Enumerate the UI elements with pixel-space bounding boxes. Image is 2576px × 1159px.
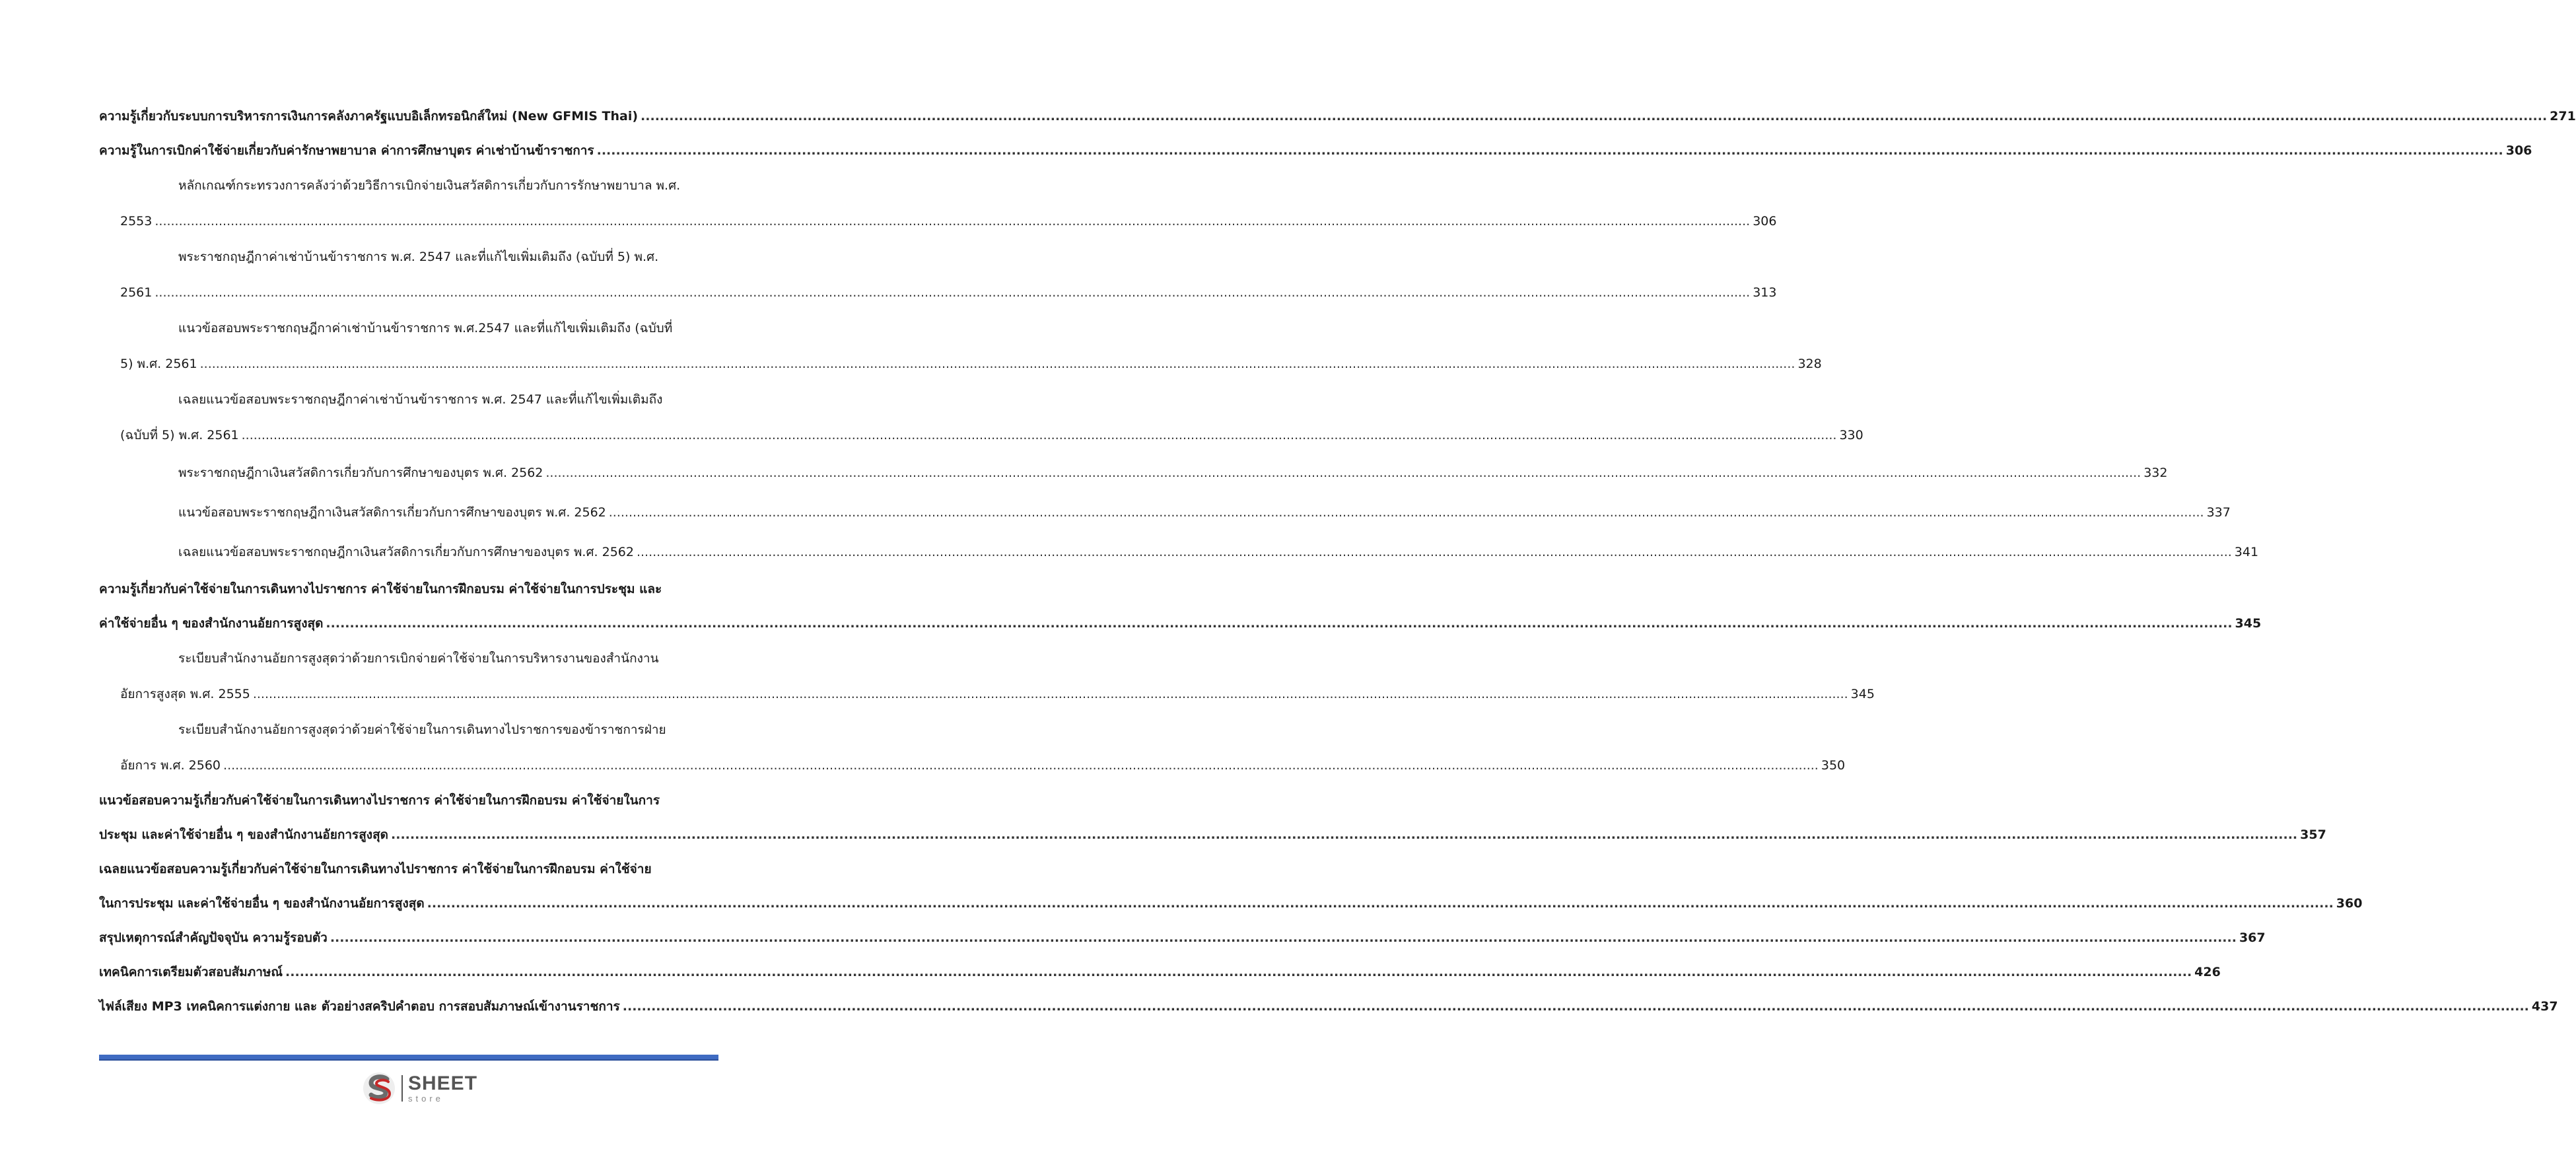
toc-entry[interactable] (99, 921, 2266, 955)
dot-leader: ................................................................................................................................................................................................................................................................................................................................................................................................................ (596, 143, 2503, 158)
toc-entry-title: เทคนิคการเตรียมตัวสอบสัมภาษณ์ (99, 965, 283, 979)
logo-separator (401, 1075, 403, 1102)
table-of-contents (99, 99, 2576, 1024)
dot-leader: ................................................................................................................................................................................................................................................................................................................................................................................................................ (252, 687, 1848, 701)
toc-entry-title: 2561 (120, 285, 153, 300)
dot-leader: ................................................................................................................................................................................................................................................................................................................................................................................................................ (391, 827, 2298, 842)
toc-entry[interactable] (99, 453, 2168, 493)
toc-entry-line (99, 417, 1863, 453)
dot-leader: ................................................................................................................................................................................................................................................................................................................................................................................................................ (285, 965, 2192, 979)
toc-page-number: 360 (2336, 896, 2363, 911)
toc-entry-title: ความรู้เกี่ยวกับระบบการบริหารการเงินการคลังภาครัฐแบบอิเล็กทรอนิกส์ใหม่ (New GFMIS Thai) (99, 109, 639, 123)
logo-wordmark (408, 1074, 477, 1103)
toc-entry-line (99, 921, 2266, 955)
toc-entry-title: 2553 (120, 214, 153, 228)
toc-page-number: 437 (2531, 999, 2558, 1014)
dot-leader: ................................................................................................................................................................................................................................................................................................................................................................................................................ (326, 616, 2233, 631)
dot-leader: ................................................................................................................................................................................................................................................................................................................................................................................................................ (641, 109, 2548, 123)
dot-leader: ................................................................................................................................................................................................................................................................................................................................................................................................................ (330, 931, 2237, 945)
toc-page-number: 330 (1839, 428, 1863, 442)
logo-sub-text: store (408, 1094, 444, 1104)
dot-leader: ................................................................................................................................................................................................................................................................................................................................................................................................................ (155, 214, 1751, 228)
logo-main-text: SHEET (408, 1072, 478, 1094)
toc-entry[interactable] (99, 310, 1822, 382)
toc-page-number: 426 (2194, 965, 2221, 979)
toc-entry[interactable] (99, 99, 2576, 133)
toc-page-number: 313 (1753, 285, 1777, 300)
toc-entry-title: ระเบียบสำนักงานอัยการสูงสุดว่าด้วยค่าใช้จ่ายในการเดินทางไปราชการของข้าราชการฝ่าย (178, 722, 666, 737)
toc-entry-title: เฉลยแนวข้อสอบพระราชกฤษฎีกาค่าเช่าบ้านข้าราชการ พ.ศ. 2547 และที่แก้ไขเพิ่มเติมถึง (178, 392, 663, 407)
toc-entry-line (99, 346, 1822, 382)
toc-page-number: 271 (2550, 109, 2576, 123)
toc-entry[interactable] (99, 989, 2558, 1024)
toc-page-number: 341 (2234, 545, 2259, 559)
toc-entry-title: ความรู้เกี่ยวกับค่าใช้จ่ายในการเดินทางไปราชการ ค่าใช้จ่ายในการฝึกอบรม ค่าใช้จ่ายในการประชุม และ (99, 582, 662, 596)
dot-leader: ................................................................................................................................................................................................................................................................................................................................................................................................................ (155, 285, 1751, 300)
sheet-store-logo (362, 1069, 477, 1108)
toc-entry-line (99, 606, 2262, 641)
toc-page-number: 337 (2206, 505, 2231, 520)
toc-entry-line (99, 203, 1777, 239)
toc-entry[interactable] (99, 532, 2259, 572)
dot-leader: ................................................................................................................................................................................................................................................................................................................................................................................................................ (223, 758, 1819, 773)
toc-entry-title: พระราชกฤษฎีกาเงินสวัสดิการเกี่ยวกับการศึกษาของบุตร พ.ศ. 2562 (178, 466, 543, 480)
dot-leader: ................................................................................................................................................................................................................................................................................................................................................................................................................ (427, 896, 2334, 911)
toc-page-number: 328 (1797, 357, 1822, 371)
toc-entry-line (99, 748, 1846, 783)
toc-entry-line (99, 955, 2221, 989)
toc-entry-title: พระราชกฤษฎีกาค่าเช่าบ้านข้าราชการ พ.ศ. 2547 และที่แก้ไขเพิ่มเติมถึง (ฉบับที่ 5) พ.ศ. (178, 250, 659, 264)
toc-entry-title: แนวข้อสอบพระราชกฤษฎีกาเงินสวัสดิการเกี่ยวกับการศึกษาของบุตร พ.ศ. 2562 (178, 505, 606, 520)
toc-page-number: 332 (2143, 466, 2168, 480)
dot-leader: ................................................................................................................................................................................................................................................................................................................................................................................................................ (199, 357, 1795, 371)
toc-entry[interactable] (99, 493, 2231, 532)
toc-entry-line (99, 310, 718, 346)
toc-entry[interactable] (99, 239, 1777, 310)
toc-entry-line (99, 532, 2259, 572)
toc-entry[interactable] (99, 641, 1875, 712)
toc-entry-title: หลักเกณฑ์กระทรวงการคลังว่าด้วยวิธีการเบิกจ่ายเงินสวัสดิการเกี่ยวกับการรักษาพยาบาล พ.ศ. (178, 178, 681, 193)
toc-entry-title: อัยการ พ.ศ. 2560 (120, 758, 221, 773)
toc-entry-title: ความรู้ในการเบิกค่าใช้จ่ายเกี่ยวกับค่ารักษาพยาบาล ค่าการศึกษาบุตร ค่าเช่าบ้านข้าราชการ (99, 143, 594, 158)
dot-leader: ................................................................................................................................................................................................................................................................................................................................................................................................................ (608, 505, 2204, 520)
toc-entry-line (99, 852, 718, 886)
toc-entry-line (99, 275, 1777, 310)
toc-entry-title: ในการประชุม และค่าใช้จ่ายอื่น ๆ ของสำนักงานอัยการสูงสุด (99, 896, 425, 911)
toc-entry-line (99, 641, 718, 676)
toc-entry-line (99, 818, 2326, 852)
toc-entry-line (99, 168, 718, 203)
toc-page-number: 350 (1821, 758, 1846, 773)
dot-leader: ................................................................................................................................................................................................................................................................................................................................................................................................................ (636, 545, 2232, 559)
toc-entry-title: อัยการสูงสุด พ.ศ. 2555 (120, 687, 250, 701)
toc-entry-line (99, 712, 718, 748)
toc-entry-title: แนวข้อสอบพระราชกฤษฎีกาค่าเช่าบ้านข้าราชการ พ.ศ.2547 และที่แก้ไขเพิ่มเติมถึง (ฉบับที่ (178, 321, 673, 335)
toc-entry[interactable] (99, 382, 1863, 453)
toc-entry-line (99, 989, 2558, 1024)
toc-entry-line (99, 239, 718, 275)
toc-entry-title: สรุปเหตุการณ์สำคัญปัจจุบัน ความรู้รอบตัว (99, 931, 328, 945)
toc-entry-line (99, 783, 718, 818)
toc-page-number: 306 (2505, 143, 2532, 158)
toc-entry-line (99, 453, 2168, 493)
toc-entry[interactable] (99, 572, 2262, 641)
toc-entry[interactable] (99, 133, 2532, 168)
toc-entry-title: เฉลยแนวข้อสอบความรู้เกี่ยวกับค่าใช้จ่ายในการเดินทางไปราชการ ค่าใช้จ่ายในการฝึกอบรม ค่าใช้จ่าย (99, 862, 652, 876)
toc-page-number: 345 (1850, 687, 1875, 701)
toc-entry-line (99, 493, 2231, 532)
toc-entry[interactable] (99, 712, 1846, 783)
toc-entry-title: ค่าใช้จ่ายอื่น ๆ ของสำนักงานอัยการสูงสุด (99, 616, 324, 631)
toc-entry[interactable] (99, 852, 2363, 921)
toc-entry[interactable] (99, 955, 2221, 989)
toc-entry-line (99, 133, 2532, 168)
toc-entry-title: (ฉบับที่ 5) พ.ศ. 2561 (120, 428, 239, 442)
toc-entry-title: 5) พ.ศ. 2561 (120, 357, 197, 371)
toc-page-number: 367 (2239, 931, 2266, 945)
dot-leader: ................................................................................................................................................................................................................................................................................................................................................................................................................ (622, 999, 2529, 1014)
toc-entry-line (99, 886, 2363, 921)
toc-entry[interactable] (99, 783, 2326, 852)
sheet-store-s-icon (362, 1071, 396, 1106)
toc-page-number: 357 (2300, 827, 2326, 842)
toc-entry-title: แนวข้อสอบความรู้เกี่ยวกับค่าใช้จ่ายในการเดินทางไปราชการ ค่าใช้จ่ายในการฝึกอบรม ค่าใช้จ่ายในการ (99, 793, 660, 808)
toc-entry-line (99, 382, 718, 417)
toc-entry-line (99, 99, 2576, 133)
toc-entry-line (99, 676, 1875, 712)
dot-leader: ................................................................................................................................................................................................................................................................................................................................................................................................................ (545, 466, 2141, 480)
toc-page-number: 306 (1753, 214, 1777, 228)
toc-entry-title: ไฟล์เสียง MP3 เทคนิคการแต่งกาย และ ตัวอย่างสคริปคำตอบ การสอบสัมภาษณ์เข้างานราชการ (99, 999, 620, 1014)
footer-divider (99, 1055, 718, 1061)
dot-leader: ................................................................................................................................................................................................................................................................................................................................................................................................................ (241, 428, 1837, 442)
toc-entry[interactable] (99, 168, 1777, 239)
toc-entry-title: เฉลยแนวข้อสอบพระราชกฤษฎีกาเงินสวัสดิการเกี่ยวกับการศึกษาของบุตร พ.ศ. 2562 (178, 545, 634, 559)
toc-entry-line (99, 572, 718, 606)
toc-entry-title: ประชุม และค่าใช้จ่ายอื่น ๆ ของสำนักงานอัยการสูงสุด (99, 827, 389, 842)
toc-entry-title: ระเบียบสำนักงานอัยการสูงสุดว่าด้วยการเบิกจ่ายค่าใช้จ่ายในการบริหารงานของสำนักงาน (178, 651, 659, 666)
toc-page-number: 345 (2235, 616, 2262, 631)
